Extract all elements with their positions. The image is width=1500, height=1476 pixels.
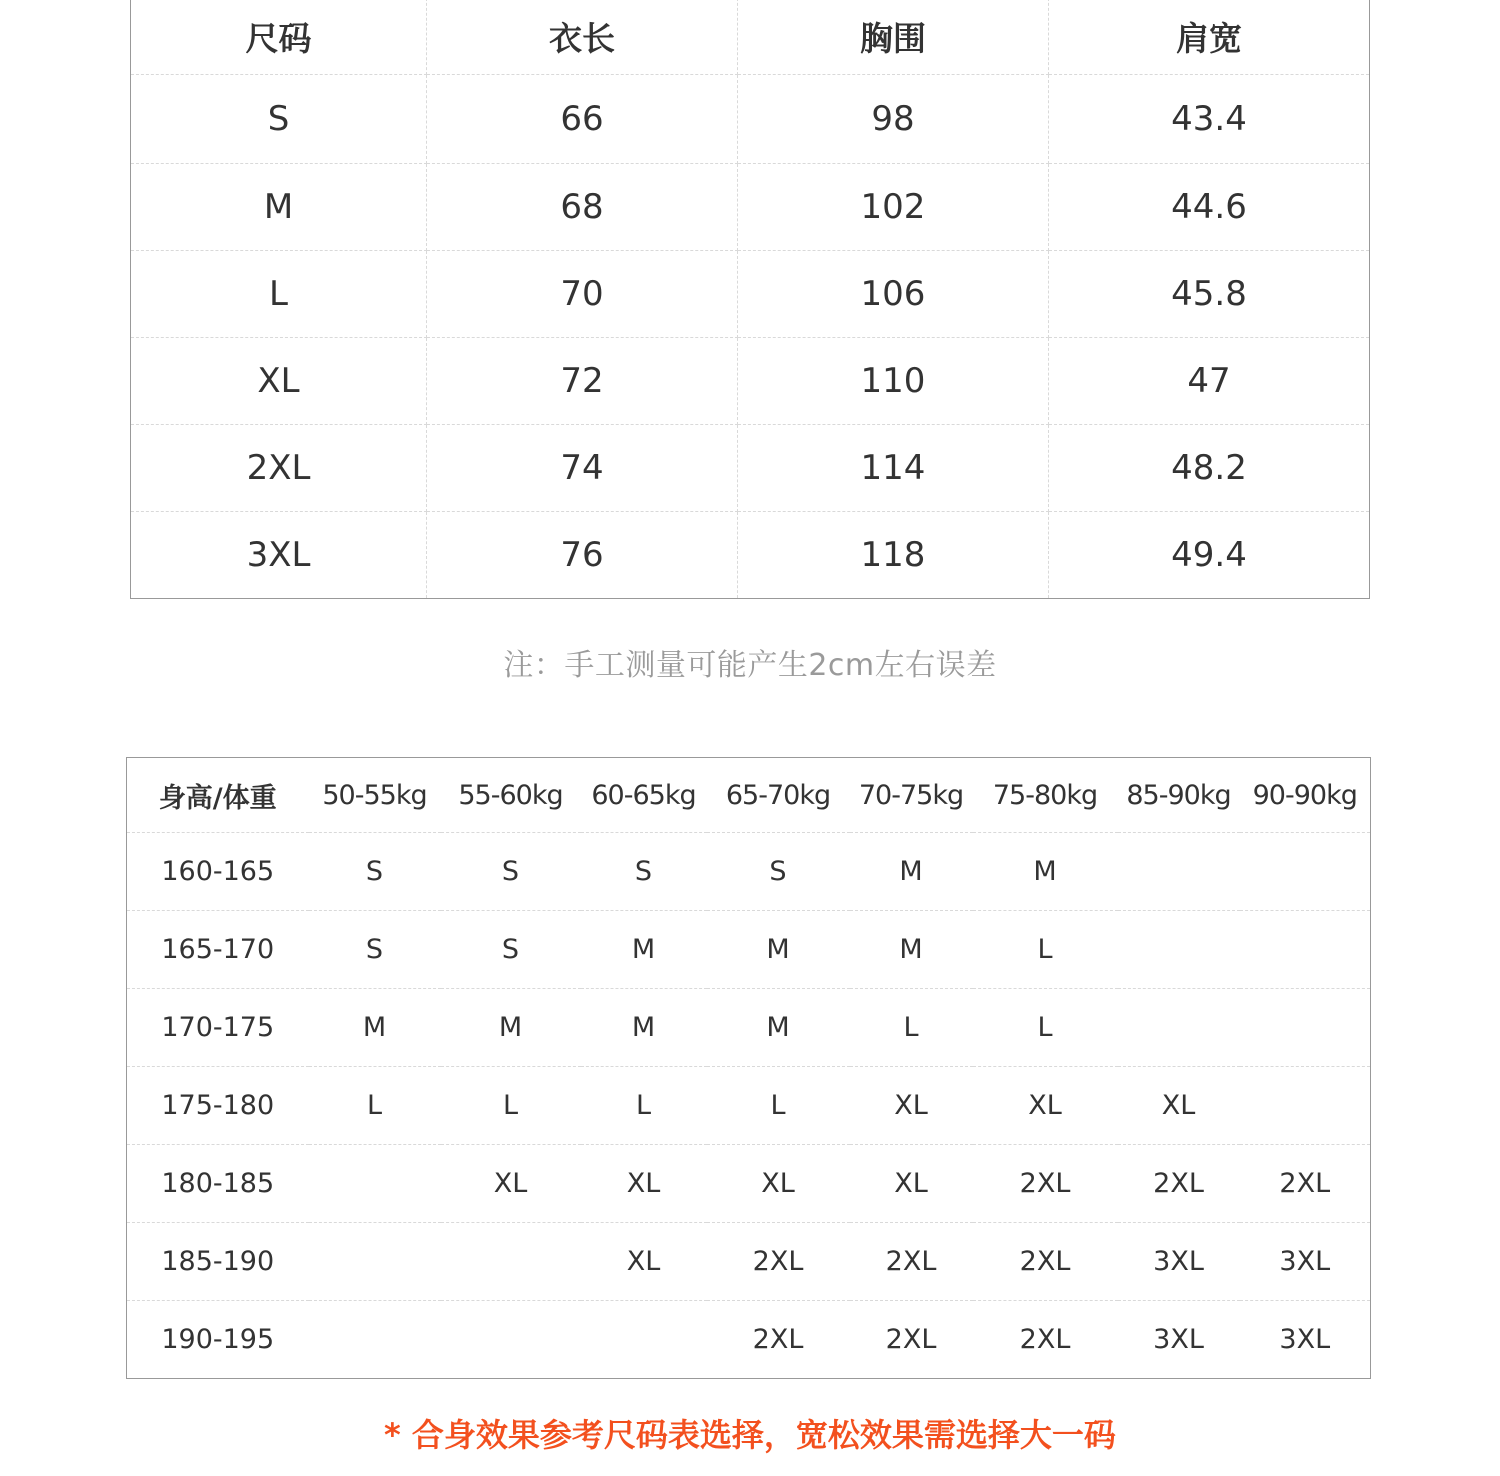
measurement-row bbox=[131, 425, 1370, 512]
recommendation-header-row bbox=[127, 758, 1371, 833]
measurement-cell: 68 bbox=[427, 164, 738, 251]
measurement-cell: 47 bbox=[1049, 338, 1370, 425]
size-cell: XL bbox=[131, 338, 427, 425]
measurement-cell: 45.8 bbox=[1049, 251, 1370, 338]
recommended-size-cell: L bbox=[850, 989, 973, 1067]
measurement-row bbox=[131, 338, 1370, 425]
recommended-size-cell: M bbox=[850, 911, 973, 989]
recommended-size-cell bbox=[1240, 911, 1371, 989]
header-chest: 胸围 bbox=[738, 0, 1049, 75]
weight-range-header: 75-80kg bbox=[973, 758, 1118, 833]
measurement-cell: 43.4 bbox=[1049, 75, 1370, 164]
recommended-size-cell: L bbox=[581, 1067, 707, 1145]
recommended-size-cell: S bbox=[581, 833, 707, 911]
recommended-size-cell: S bbox=[441, 833, 581, 911]
measurement-note: 注：手工测量可能产生2cm左右误差 bbox=[503, 648, 997, 683]
height-range-cell: 170-175 bbox=[127, 989, 309, 1067]
recommended-size-cell: S bbox=[441, 911, 581, 989]
recommended-size-cell: S bbox=[309, 911, 441, 989]
weight-range-header: 70-75kg bbox=[850, 758, 973, 833]
measurement-cell: 76 bbox=[427, 512, 738, 599]
recommended-size-cell: S bbox=[309, 833, 441, 911]
measurement-row bbox=[131, 512, 1370, 599]
recommendation-row bbox=[127, 1223, 1371, 1301]
recommended-size-cell: XL bbox=[973, 1067, 1118, 1145]
recommended-size-cell: XL bbox=[1118, 1067, 1240, 1145]
recommended-size-cell: 2XL bbox=[850, 1223, 973, 1301]
measurement-cell: 118 bbox=[738, 512, 1049, 599]
recommendation-row bbox=[127, 989, 1371, 1067]
recommended-size-cell: XL bbox=[850, 1067, 973, 1145]
recommended-size-cell: M bbox=[973, 833, 1118, 911]
recommended-size-cell: XL bbox=[707, 1145, 850, 1223]
recommended-size-cell: 3XL bbox=[1153, 1324, 1204, 1355]
recommended-size-cell: 2XL bbox=[973, 1145, 1118, 1223]
recommended-size-cell bbox=[1118, 833, 1240, 911]
recommendation-row bbox=[127, 911, 1371, 989]
recommended-size-cell: L bbox=[707, 1067, 850, 1145]
measurement-header-row bbox=[131, 0, 1370, 75]
header-length: 衣长 bbox=[427, 0, 738, 75]
size-measurement-table bbox=[130, 0, 1370, 599]
recommended-size-cell bbox=[1118, 911, 1240, 989]
measurement-cell: 49.4 bbox=[1171, 535, 1247, 575]
weight-range-header: 90-90kg bbox=[1240, 758, 1371, 833]
measurement-cell: 114 bbox=[738, 425, 1049, 512]
height-range-cell: 190-195 bbox=[161, 1324, 275, 1355]
measurement-row bbox=[131, 251, 1370, 338]
recommended-size-cell bbox=[1240, 1067, 1371, 1145]
recommended-size-cell: 2XL bbox=[1019, 1324, 1071, 1355]
size-cell: S bbox=[131, 75, 427, 164]
size-recommendation-table bbox=[126, 757, 1371, 1379]
height-range-cell: 165-170 bbox=[127, 911, 309, 989]
size-cell: M bbox=[131, 164, 427, 251]
weight-range-header: 50-55kg bbox=[309, 758, 441, 833]
recommended-size-cell: 3XL bbox=[1118, 1223, 1240, 1301]
measurement-cell: 110 bbox=[738, 338, 1049, 425]
recommended-size-cell: 2XL bbox=[707, 1223, 850, 1301]
recommended-size-cell: XL bbox=[441, 1145, 581, 1223]
recommended-size-cell: L bbox=[973, 989, 1118, 1067]
recommended-size-cell: S bbox=[707, 833, 850, 911]
recommended-size-cell bbox=[1240, 833, 1371, 911]
recommended-size-cell bbox=[309, 1223, 441, 1301]
weight-range-header: 85-90kg bbox=[1118, 758, 1240, 833]
measurement-cell: 72 bbox=[427, 338, 738, 425]
recommendation-row bbox=[127, 833, 1371, 911]
recommended-size-cell: 2XL bbox=[1240, 1145, 1371, 1223]
recommendation-row bbox=[127, 1145, 1371, 1223]
recommended-size-cell bbox=[309, 1145, 441, 1223]
weight-range-header: 55-60kg bbox=[441, 758, 581, 833]
measurement-cell: 70 bbox=[427, 251, 738, 338]
measurement-cell: 98 bbox=[738, 75, 1049, 164]
recommended-size-cell bbox=[1240, 989, 1371, 1067]
size-cell: 2XL bbox=[131, 425, 427, 512]
recommended-size-cell bbox=[581, 1301, 707, 1379]
size-cell: 3XL bbox=[131, 512, 427, 599]
recommended-size-cell: M bbox=[850, 833, 973, 911]
weight-range-header: 60-65kg bbox=[581, 758, 707, 833]
measurement-cell: 74 bbox=[427, 425, 738, 512]
height-range-cell: 180-185 bbox=[127, 1145, 309, 1223]
fit-tip: * 合身效果参考尺码表选择，宽松效果需选择大一码 bbox=[384, 1416, 1116, 1454]
recommended-size-cell: M bbox=[441, 989, 581, 1067]
header-size: 尺码 bbox=[131, 0, 427, 75]
measurement-cell: 44.6 bbox=[1049, 164, 1370, 251]
recommended-size-cell: XL bbox=[581, 1223, 707, 1301]
recommended-size-cell: L bbox=[309, 1067, 441, 1145]
recommended-size-cell: 2XL bbox=[752, 1324, 804, 1355]
recommended-size-cell: 3XL bbox=[1279, 1324, 1331, 1355]
weight-range-header: 65-70kg bbox=[707, 758, 850, 833]
height-range-cell: 160-165 bbox=[127, 833, 309, 911]
recommended-size-cell: 3XL bbox=[1240, 1223, 1371, 1301]
measurement-row bbox=[131, 75, 1370, 164]
height-range-cell: 185-190 bbox=[127, 1223, 309, 1301]
recommended-size-cell bbox=[1118, 989, 1240, 1067]
header-shoulder: 肩宽 bbox=[1049, 0, 1370, 75]
recommended-size-cell: XL bbox=[850, 1145, 973, 1223]
recommended-size-cell bbox=[309, 1301, 441, 1379]
recommended-size-cell: L bbox=[973, 911, 1118, 989]
recommendation-row bbox=[127, 1067, 1371, 1145]
height-weight-label: 身高/体重 bbox=[127, 758, 309, 833]
recommended-size-cell bbox=[441, 1301, 581, 1379]
recommended-size-cell: 2XL bbox=[885, 1324, 937, 1355]
measurement-cell: 102 bbox=[738, 164, 1049, 251]
recommended-size-cell: M bbox=[309, 989, 441, 1067]
height-range-cell: 175-180 bbox=[127, 1067, 309, 1145]
measurement-cell: 48.2 bbox=[1049, 425, 1370, 512]
measurement-row bbox=[131, 164, 1370, 251]
recommended-size-cell bbox=[441, 1223, 581, 1301]
recommended-size-cell: M bbox=[581, 989, 707, 1067]
recommendation-row bbox=[127, 1301, 1371, 1379]
measurement-cell: 66 bbox=[427, 75, 738, 164]
recommended-size-cell: 2XL bbox=[1118, 1145, 1240, 1223]
recommended-size-cell: M bbox=[707, 911, 850, 989]
recommended-size-cell: L bbox=[441, 1067, 581, 1145]
recommended-size-cell: XL bbox=[581, 1145, 707, 1223]
recommended-size-cell: M bbox=[707, 989, 850, 1067]
measurement-cell: 106 bbox=[738, 251, 1049, 338]
recommended-size-cell: M bbox=[581, 911, 707, 989]
size-cell: L bbox=[131, 251, 427, 338]
recommended-size-cell: 2XL bbox=[973, 1223, 1118, 1301]
